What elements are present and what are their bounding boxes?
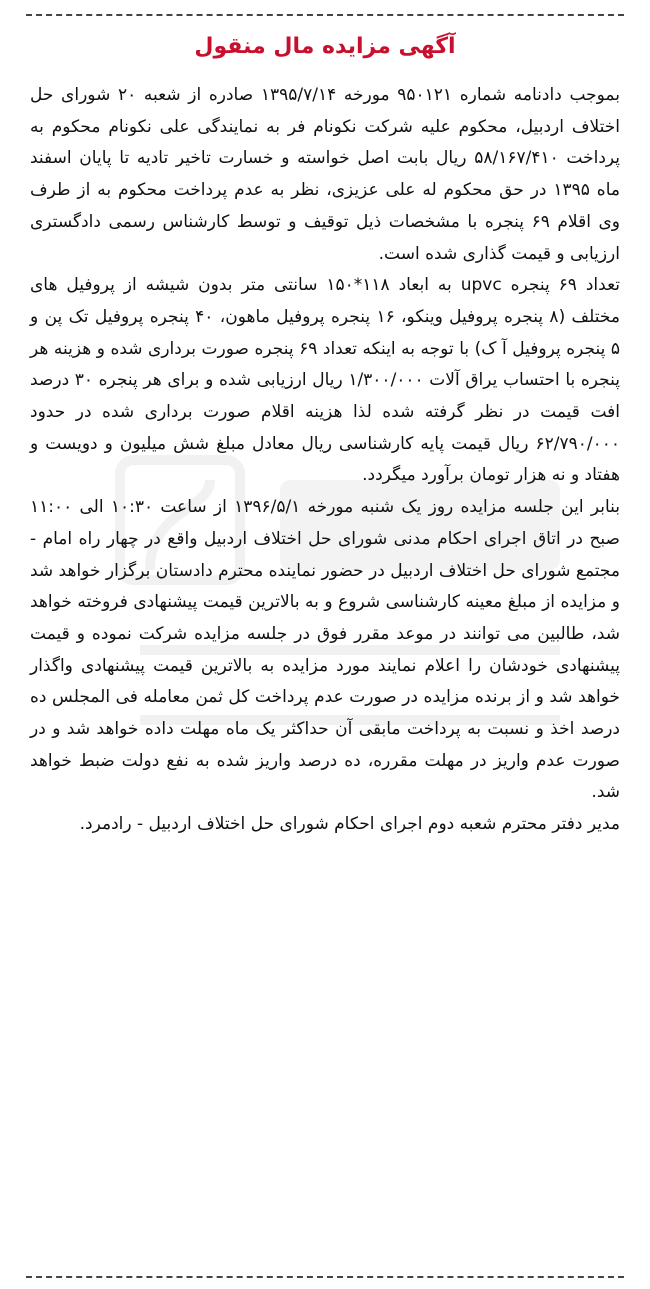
top-dashed-rule — [26, 14, 624, 16]
notice-title: آگهی مزایده مال منقول — [194, 34, 456, 59]
notice-paragraph-judgment: بموجب دادنامه شماره ۹۵۰۱۲۱ مورخه ۱۳۹۵/۷/۱۴ صادره از شعبه ۲۰ شورای حل اختلاف اردبیل، محکوم علیه شرکت نکونام فر به نمایندگی علی نکونام محکوم به پرداخت ۵۸/۱۶۷/۴۱۰ ریال بابت اصل خواسته و خسارت تاخیر تادیه تا پایان اسفند ماه ۱۳۹۵ در حق محکوم له علی عزیزی، نظر به عدم پرداخت محکوم به از طرف وی اقلام ۶۹ پنجره با مشخصات ذیل توقیف و توسط کارشناس رسمی دادگستری ارزیابی و قیمت گذاری شده است. — [30, 85, 621, 264]
bottom-dashed-rule — [26, 1276, 624, 1278]
notice-paragraph-auction-session: بنابر این جلسه مزایده روز یک شنبه مورخه ۱۳۹۶/۵/۱ از ساعت ۱۰:۳۰ الی ۱۱:۰۰ صبح در اتاق اجرای احکام مدنی شورای حل اختلاف اردبیل واقع در چهار راه امام - مجتمع شورای حل اختلاف اردبیل در حضور نماینده محترم دادستان برگزار خواهد شد و مزایده از مبلغ معینه کارشناسی شروع و به بالاترین قیمت پیشنهادی فروخته خواهد شد، طالبین می توانند در موعد مقرر فوق در جلسه مزایده شرکت نموده و قیمت پیشنهادی خودشان را اعلام نمایند مورد مزایده به بالاترین قیمت پیشنهادی واگذار خواهد شد و از برنده مزایده در صورت عدم پرداخت کل ثمن معامله فی المجلس ده درصد اخذ و نسبت به پرداخت مابقی آن حداکثر یک ماه مهلت داده خواهد شد و در صورت عدم واریز در مهلت مقرره، ده درصد واریز شده به نفع دولت ضبط خواهد شد. — [29, 497, 620, 803]
notice-body — [30, 80, 620, 841]
notice-paragraph-signature: مدیر دفتر محترم شعبه دوم اجرای احکام شورای حل اختلاف اردبیل - رادمرد. — [79, 814, 620, 835]
notice-paragraph-items: تعداد ۶۹ پنجره upvc به ابعاد ۱۱۸*۱۵۰ سانتی متر بدون شیشه از پروفیل های مختلف (۸ پنجره پروفیل وینکو، ۱۶ پنجره پروفیل ماهون، ۴۰ پنجره پروفیل تک پن و ۵ پنجره پروفیل آ ک) با توجه به اینکه تعداد ۶۹ پنجره صورت برداری شده و هزینه هر پنجره با احتساب یراق آلات ۱/۳۰۰/۰۰۰ ریال ارزیابی شده و برای هر پنجره ۳۰ درصد افت قیمت در نظر گرفته شده لذا هزینه اقلام صورت برداری شده در حدود ۶۲/۷۹۰/۰۰۰ ریال قیمت پایه کارشناسی ریال معادل مبلغ شش میلیون و دویست و هفتاد و نه هزار تومان برآورد میگردد. — [30, 275, 621, 486]
